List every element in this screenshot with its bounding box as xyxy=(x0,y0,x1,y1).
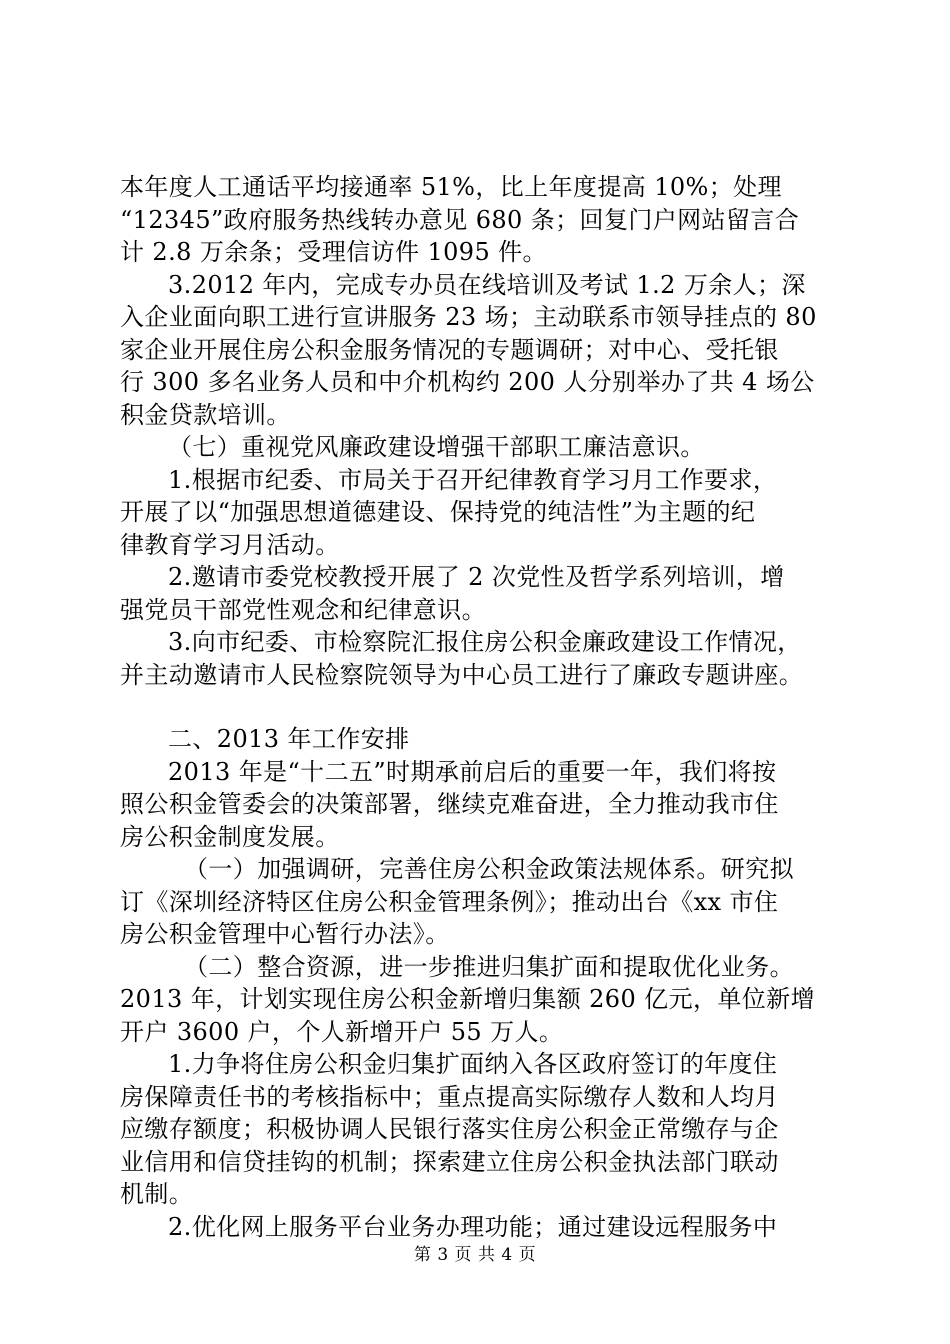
text-line: 房公积金制度发展。 xyxy=(120,822,340,851)
paragraph-plan-2-item-2 xyxy=(120,1211,832,1244)
paragraph-item-3-report xyxy=(120,626,832,691)
text-line: （二）整合资源，进一步推进归集扩面和提取优化业务。 xyxy=(184,952,794,981)
text-line: 应缴存额度；积极协调人民银行落实住房公积金正常缴存与企 xyxy=(120,1115,779,1143)
page-footer: 第 3 页 共 4 页 xyxy=(413,1245,537,1265)
text-line: 照公积金管委会的决策部署，继续克难奋进，全力推动我市住 xyxy=(120,790,779,818)
text-line: 计 2.8 万余条；受理信访件 1095 件。 xyxy=(120,238,547,266)
text-line: 2013 年是“十二五”时期承前启后的重要一年，我们将按 xyxy=(168,757,777,786)
text-line: 行 300 多名业务人员和中介机构约 200 人分别举办了共 4 场公 xyxy=(120,368,815,396)
text-line: 房公积金管理中心暂行办法》。 xyxy=(120,920,450,948)
text-line: 2013 年，计划实现住房公积金新增归集额 260 亿元，单位新增 xyxy=(120,985,815,1013)
paragraph-plan-2-item-1 xyxy=(120,1048,832,1211)
text-line: 二、2013 年工作安排 xyxy=(168,725,410,753)
text-line: 订《深圳经济特区住房公积金管理条例》；推动出台《xx 市住 xyxy=(120,887,779,916)
text-line: （一）加强调研，完善住房公积金政策法规体系。研究拟 xyxy=(184,855,794,883)
text-line: 1.根据市纪委、市局关于召开纪律教育学习月工作要求， xyxy=(168,465,778,494)
text-line: 律教育学习月活动。 xyxy=(120,530,340,559)
paragraph-plan-1 xyxy=(120,853,832,951)
text-line: 并主动邀请市人民检察院领导为中心员工进行了廉政专题讲座。 xyxy=(120,660,804,689)
text-line: 入企业面向职工进行宣讲服务 23 场；主动联系市领导挂点的 80 xyxy=(120,303,817,331)
paragraph-gap xyxy=(120,691,832,723)
paragraph-item-1-discipline xyxy=(120,464,832,562)
text-line: 3.向市纪委、市检察院汇报住房公积金廉政建设工作情况， xyxy=(168,628,802,656)
text-line: 1.力争将住房公积金归集扩面纳入各区政府签订的年度住 xyxy=(168,1050,778,1078)
text-line: 本年度人工通话平均接通率 51%，比上年度提高 10%；处理 xyxy=(120,173,782,201)
paragraph-item-3-training xyxy=(120,269,832,432)
text-line: 家企业开展住房公积金服务情况的专题调研；对中心、受托银 xyxy=(120,335,779,364)
text-line: 强党员干部党性观念和纪律意识。 xyxy=(120,595,486,624)
text-line: “12345”政府服务热线转办意见 680 条；回复门户网站留言合 xyxy=(120,205,800,234)
text-line: 房保障责任书的考核指标中；重点提高实际缴存人数和人均月 xyxy=(120,1082,779,1111)
paragraph-2013-intro xyxy=(120,756,832,854)
section-heading-7 xyxy=(120,431,832,464)
paragraph-item-2-party-school xyxy=(120,561,832,626)
text-line: 2.邀请市委党校教授开展了 2 次党性及哲学系列培训，增 xyxy=(168,563,785,591)
text-line: 开展了以“加强思想道德建设、保持党的纯洁性”为主题的纪 xyxy=(120,498,756,526)
text-line: 3.2012 年内，完成专办员在线培训及考试 1.2 万余人；深 xyxy=(168,270,806,299)
paragraph-plan-2 xyxy=(120,951,832,1049)
paragraph-service-stats xyxy=(120,171,832,269)
text-line: 2.优化网上服务平台业务办理功能；通过建设远程服务中 xyxy=(168,1212,778,1241)
text-line: （七）重视党风廉政建设增强干部职工廉洁意识。 xyxy=(168,433,705,461)
text-line: 开户 3600 户，个人新增开户 55 万人。 xyxy=(120,1017,564,1046)
section-heading-2013-plan xyxy=(120,723,832,756)
document-body xyxy=(120,171,832,1243)
text-line: 业信用和信贷挂钩的机制；探索建立住房公积金执法部门联动 xyxy=(120,1147,779,1176)
text-line: 机制。 xyxy=(120,1180,194,1208)
text-line: 积金贷款培训。 xyxy=(120,400,291,429)
